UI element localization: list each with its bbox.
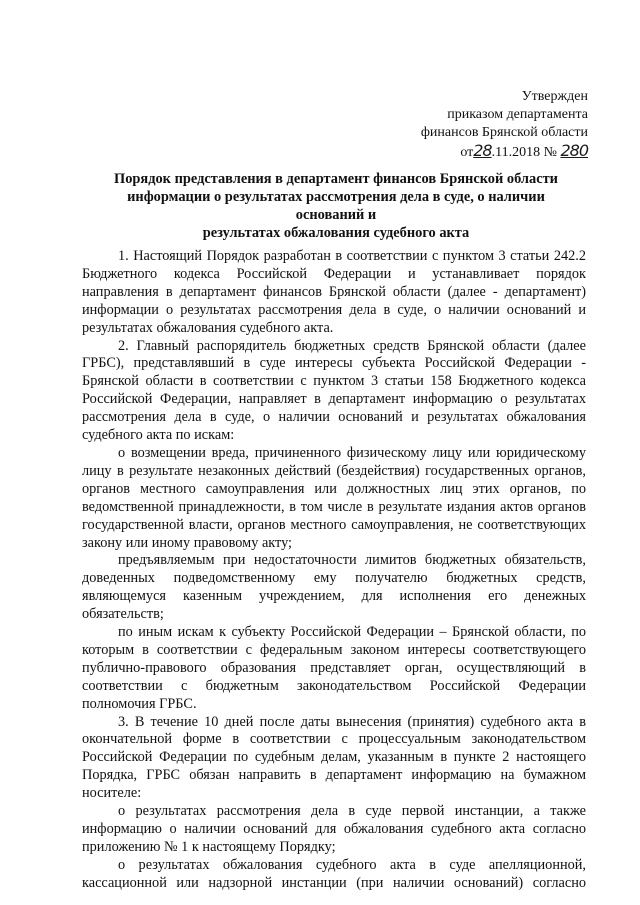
date-rest: .11.2018 (491, 145, 541, 160)
handwritten-day: 28 (473, 141, 492, 160)
paragraph-2-item-harm: о возмещении вреда, причиненного физическому лицу или юридическому лицу в результате незаконных действий (бездействия) государственных органов, органов местного самоуправления или должностных лиц этих органов, по ведомственной принадлежности, в том числе в результате издания актов органов государственной власти, органов местного самоуправления, не соответствующих закону или иному правовому акту; (82, 444, 586, 551)
paragraph-3-item-first-instance: о результатах рассмотрения дела в суде первой инстанции, а также информацию о наличии оснований для обжалования судебного акта согласно приложению № 1 к настоящему Порядку; (82, 803, 586, 855)
document-body (82, 248, 586, 893)
paragraph-2-item-other: по иным искам к субъекту Российской Федерации – Брянской области, по которым в соответствии с федеральным законом интересы соответствующего публично-правового образования представляет орган, осуществляющий в соответствии с бюджетным законодательством Российской Федерации полномочия ГРБС. (82, 624, 586, 712)
approval-date-line (421, 142, 588, 162)
approval-line-department: финансов Брянской области (420, 125, 588, 140)
approval-line-approved: Утвержден (521, 89, 588, 104)
number-sign: № (543, 145, 557, 160)
paragraph-2-item-limits: предъявляемым при недостаточности лимитов бюджетных обязательств, доведенных подведомственному ему получателю бюджетных средств, являющемуся казенным учреждением, для исполнения его денежных обязательств; (82, 552, 586, 623)
title-line-1: Порядок представления в департамент финансов Брянской области (114, 171, 558, 187)
date-prefix: от (460, 145, 474, 160)
document-title (92, 170, 580, 242)
handwritten-number: 280 (560, 141, 588, 160)
title-line-3: результатах обжалования судебного акта (202, 225, 470, 241)
paragraph-1: 1. Настоящий Порядок разработан в соответствии с пунктом 3 статьи 242.2 Бюджетного кодекса Российской Федерации и устанавливает порядок направления в департамент финансов Брянской области (далее - департамент) информации о результатах рассмотрения дела в суде, о наличии оснований и результатах обжалования судебного акта. (82, 248, 586, 336)
paragraph-3-item-appeal: о результатах обжалования судебного акта в суде апелляционной, кассационной или надзорной инстанции (при наличии оснований) согласно (82, 856, 586, 891)
paragraph-2: 2. Главный распорядитель бюджетных средств Брянской области (далее ГРБС), представлявший в суде интересы субъекта Российской Федерации - Брянской области в соответствии с пунктом 3 статьи 158 Бюджетного кодекса Российской Федерации, направляет в департамент информацию о результатах рассмотрения дела в суде, о наличии оснований и результатах обжалования судебного акта по искам: (82, 337, 586, 444)
approval-stamp (421, 88, 588, 162)
title-line-2: информации о результатах рассмотрения дела в суде, о наличии оснований и (127, 189, 545, 223)
approval-line-order: приказом департамента (447, 107, 588, 122)
paragraph-3: 3. В течение 10 дней после даты вынесения (принятия) судебного акта в окончательной форме в соответствии с процессуальным законодательством Российской Федерации по судебным делам, указанным в пункте 2 настоящего Порядка, ГРБС обязан направить в департамент информацию на бумажном носителе: (82, 713, 586, 802)
